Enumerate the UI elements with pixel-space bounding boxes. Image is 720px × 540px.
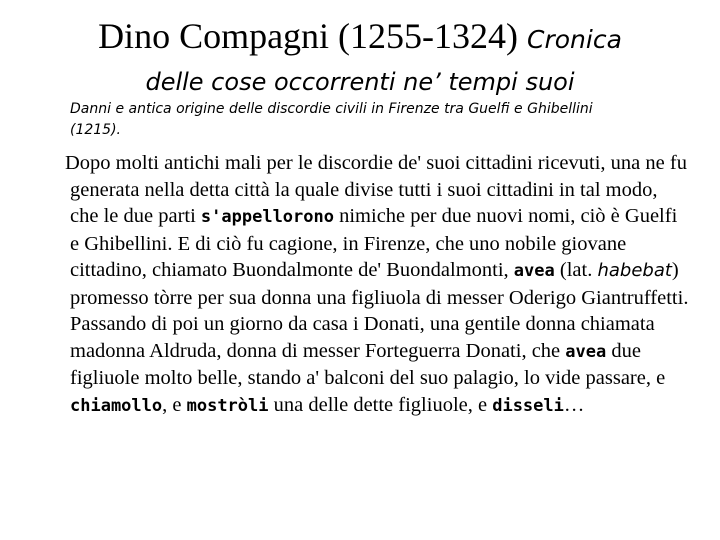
text-segment: ) promesso tòrre per sua donna una figliuola di messer Oderigo Giantruffetti. Passando di poi un giorno da casa i Donati, una gentile donna chiamata madonna Aldruda, donna di messer Forteguerra Donati, che bbox=[70, 259, 689, 362]
author-title: Dino Compagni (1255-1324) bbox=[98, 16, 519, 56]
text-segment: Dopo molti antichi mali per le discordie de' suoi cittadini ricevuti, una ne fu generata nella detta città la quale divise tutti i suoi cittadini in tal modo, che le due parti bbox=[65, 152, 687, 227]
bold-word: avea bbox=[513, 261, 555, 281]
bold-word: disseli bbox=[492, 395, 564, 416]
bold-word: mostròli bbox=[186, 395, 269, 416]
chapter-heading: Danni e antica origine delle discordie civili in Firenze tra Guelfi e Ghibellini (1215). bbox=[70, 101, 593, 138]
text-segment: … bbox=[563, 393, 585, 416]
bold-word: s'appellorono bbox=[200, 207, 334, 227]
text-segment: , e bbox=[162, 393, 187, 416]
body-paragraph bbox=[65, 150, 690, 419]
bold-word: chiamollo bbox=[70, 395, 163, 416]
page-subtitle: delle cose occorrenti ne’ tempi suoi bbox=[145, 68, 575, 96]
text-segment: una delle dette figliuole, e bbox=[268, 393, 493, 416]
work-title: Cronica bbox=[527, 25, 622, 54]
text-segment: due figliuole molto belle, stando a' balconi del suo palagio, lo vide passare, e bbox=[70, 339, 666, 389]
page-title bbox=[0, 14, 720, 62]
bold-word: avea bbox=[565, 341, 607, 362]
italic-word: habebat bbox=[597, 260, 672, 281]
text-segment: (lat. bbox=[554, 259, 598, 281]
text-segment: nimiche per due nuovi nomi, ciò è Guelfi e Ghibellini. E di ciò fu cagione, in Firenze, che uno nobile giovane cittadino, chiamato Buondalmonte de' Buondalmonti, bbox=[70, 205, 678, 281]
